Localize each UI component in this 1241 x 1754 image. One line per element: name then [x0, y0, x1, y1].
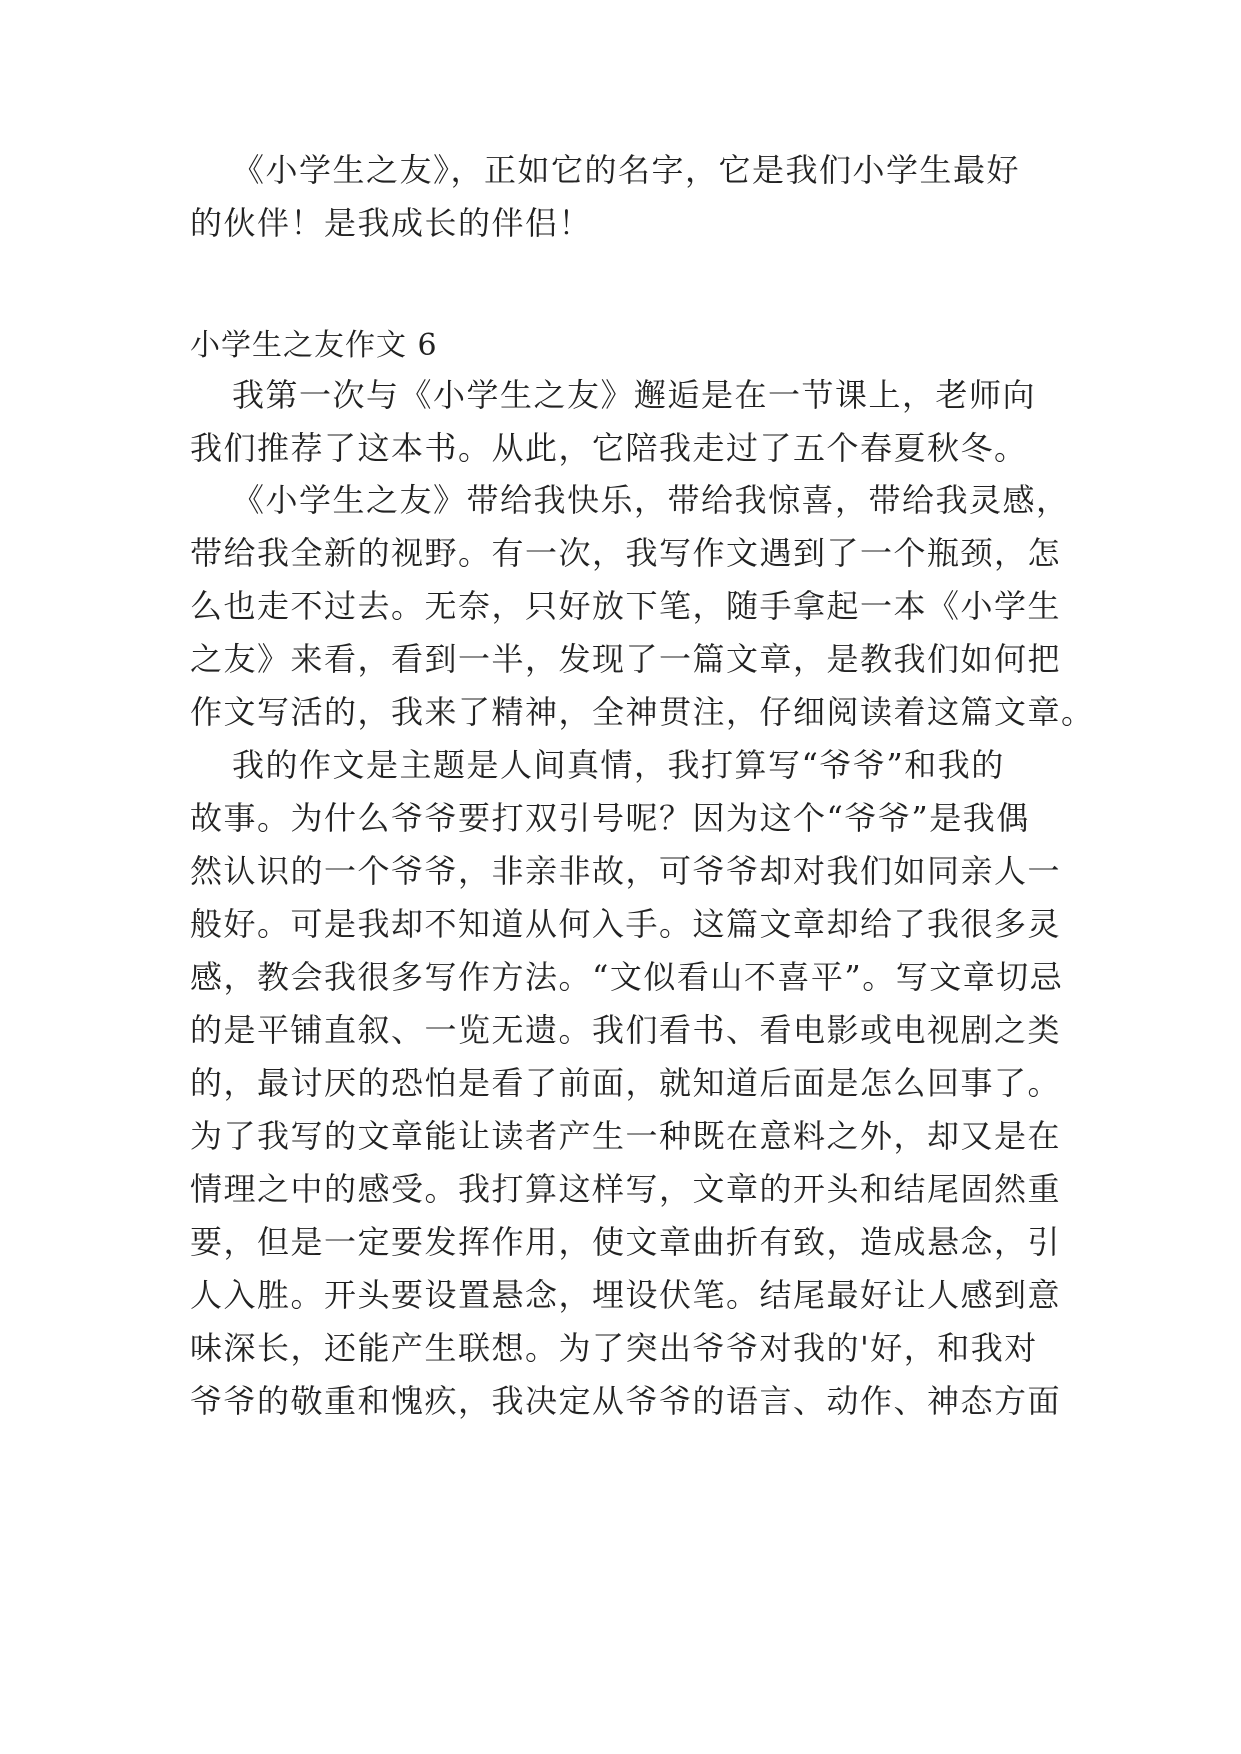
- paragraph-3-line-10: 要，但是一定要发挥作用，使文章曲折有致，造成悬念，引: [190, 1223, 1062, 1261]
- paragraph-3-line-5: 感，教会我很多写作方法。“文似看山不喜平”。写文章切忌: [190, 958, 1064, 996]
- paragraph-2-line-2: 带给我全新的视野。有一次，我写作文遇到了一个瓶颈，怎: [190, 534, 1062, 572]
- paragraph-3-line-12: 味深长，还能产生联想。为了突出爷爷对我的'好，和我对: [190, 1329, 1038, 1367]
- intro-line-2: 的伙伴！是我成长的伴侣！: [190, 204, 593, 242]
- paragraph-2-line-5: 作文写活的，我来了精神，全神贯注，仔细阅读着这篇文章。: [190, 693, 1095, 731]
- paragraph-3-line-9: 情理之中的感受。我打算这样写，文章的开头和结尾固然重: [190, 1170, 1062, 1208]
- paragraph-3-line-2: 故事。为什么爷爷要打双引号呢？因为这个“爷爷”是我偶: [190, 799, 1030, 837]
- paragraph-3-line-3: 然认识的一个爷爷，非亲非故，可爷爷却对我们如同亲人一: [190, 852, 1062, 890]
- paragraph-3-line-7: 的，最讨厌的恐怕是看了前面，就知道后面是怎么回事了。: [190, 1064, 1062, 1102]
- section-heading: 小学生之友作文 6: [190, 328, 438, 363]
- paragraph-1-line-1: 我第一次与《小学生之友》邂逅是在一节课上，老师向: [232, 376, 1037, 414]
- paragraph-1-line-2: 我们推荐了这本书。从此，它陪我走过了五个春夏秋冬。: [190, 429, 1028, 467]
- paragraph-3-line-1: 我的作文是主题是人间真情，我打算写“爷爷”和我的: [232, 746, 1005, 784]
- paragraph-3-line-11: 人入胜。开头要设置悬念，埋设伏笔。结尾最好让人感到意: [190, 1276, 1062, 1314]
- paragraph-3-line-4: 般好。可是我却不知道从何入手。这篇文章却给了我很多灵: [190, 905, 1062, 943]
- paragraph-3-line-8: 为了我写的文章能让读者产生一种既在意料之外，却又是在: [190, 1117, 1062, 1155]
- paragraph-2-line-1: 《小学生之友》带给我快乐，带给我惊喜，带给我灵感，: [232, 481, 1070, 519]
- paragraph-2-line-3: 么也走不过去。无奈，只好放下笔，随手拿起一本《小学生: [190, 587, 1062, 625]
- paragraph-3-line-6: 的是平铺直叙、一览无遗。我们看书、看电影或电视剧之类: [190, 1011, 1062, 1049]
- paragraph-2-line-4: 之友》来看，看到一半，发现了一篇文章，是教我们如何把: [190, 640, 1062, 678]
- paragraph-3-line-13: 爷爷的敬重和愧疚，我决定从爷爷的语言、动作、神态方面: [190, 1382, 1062, 1420]
- intro-line-1: 《小学生之友》，正如它的名字，它是我们小学生最好: [232, 151, 1021, 189]
